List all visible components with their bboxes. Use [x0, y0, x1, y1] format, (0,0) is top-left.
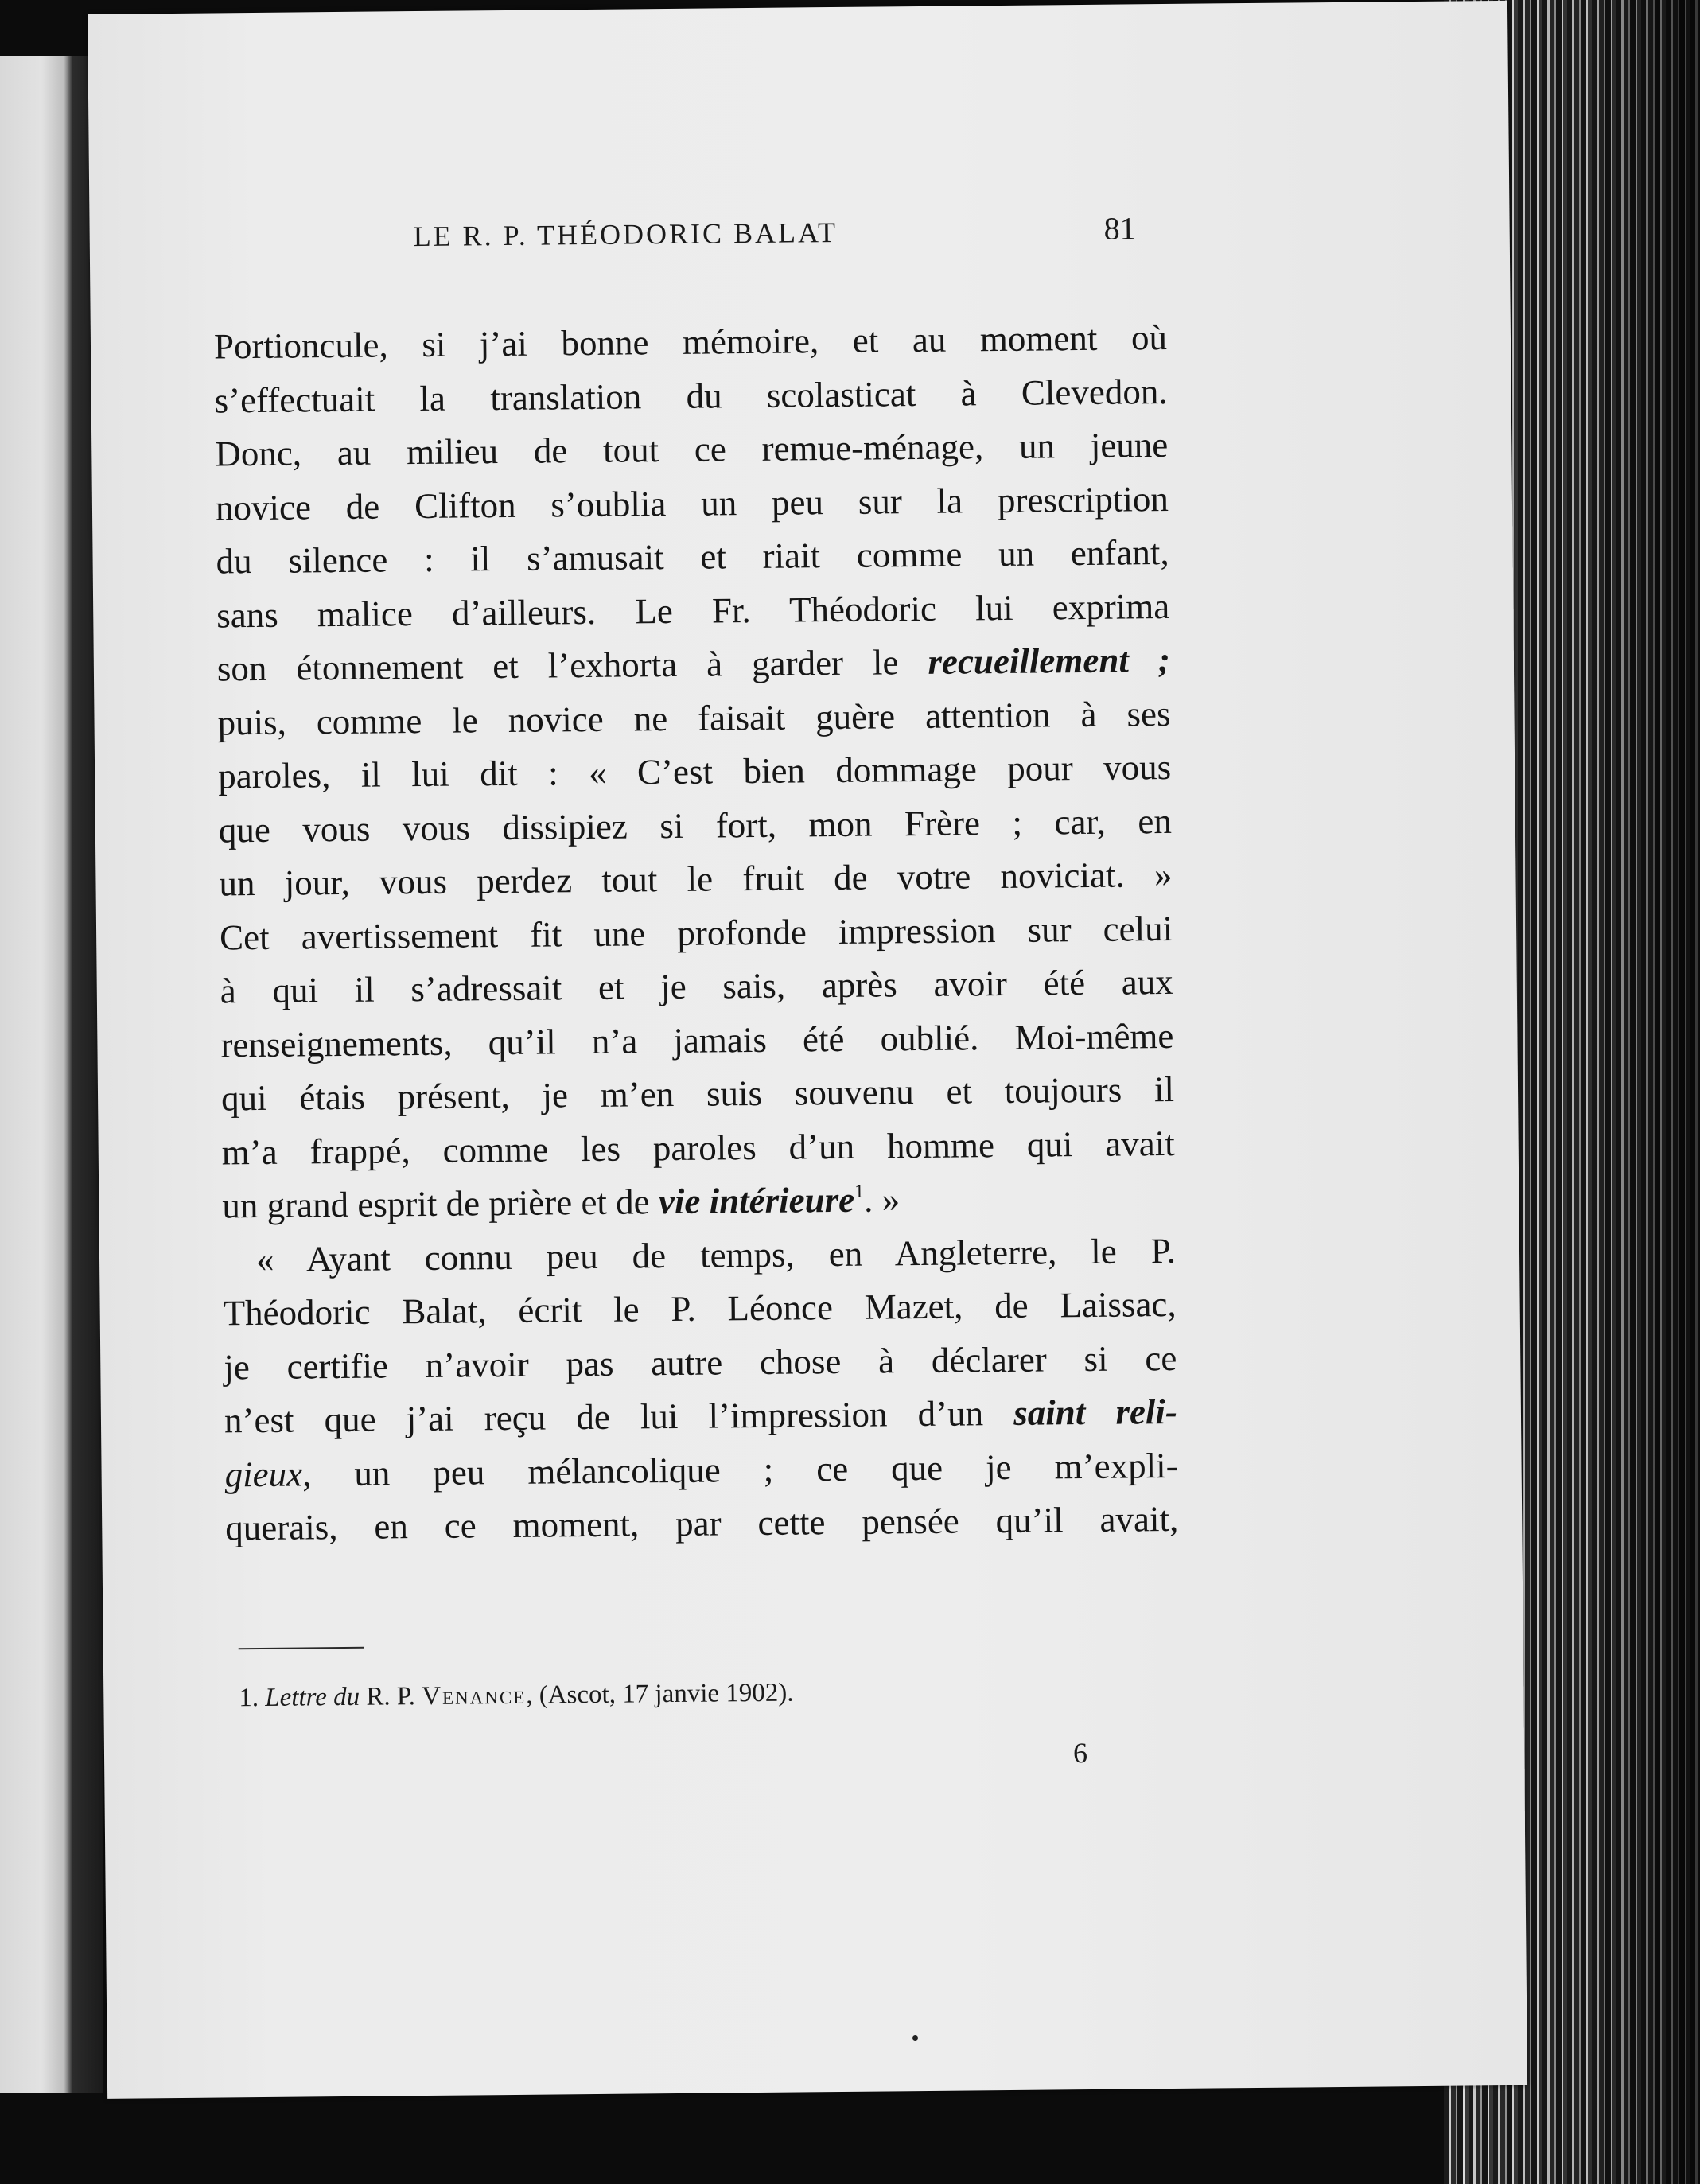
line-text: m’a frappé, comme les paroles d’un homme qui avait [221, 1123, 1175, 1172]
line-text: un jour, vous perdez tout le fruit de votre noviciat. » [219, 854, 1173, 904]
line-text: Cet avertissement fit une profonde impression sur celui [219, 908, 1173, 957]
line-text: son étonnement et l’exhorta à garder le [216, 641, 928, 689]
line-text: à qui il s’adressait et je sais, après avoir été aux [220, 961, 1173, 1011]
line-text: . » [863, 1179, 901, 1220]
line-text: Théodoric Balat, écrit le P. Léonce Mazet, de Laissac, [223, 1283, 1177, 1333]
line-text: , un peu mélancolique ; ce que je m’expli- [301, 1445, 1178, 1493]
text-line [220, 956, 1173, 1018]
emphasized-text: recueillement ; [928, 639, 1171, 682]
footnote-reference: 1 [854, 1181, 865, 1202]
line-text: Portioncule, si j’ai bonne mémoire, et au moment où [213, 317, 1168, 367]
line-text: du silence : il s’amusait et riait comme un enfant, [216, 531, 1169, 582]
footnote-rule [239, 1647, 364, 1650]
line-text: un grand esprit de prière et de [222, 1182, 659, 1226]
text-line [225, 1493, 1179, 1555]
left-page-edge [0, 56, 103, 2093]
text-line [217, 633, 1171, 696]
footnote-details: , (Ascot, 17 janvie 1902). [526, 1678, 794, 1710]
footnote-title: Lettre du [265, 1682, 360, 1712]
text-line [216, 526, 1169, 589]
text-line [223, 1278, 1177, 1341]
line-text: que vous vous dissipiez si fort, mon Frère ; car, en [218, 800, 1173, 850]
text-line [214, 311, 1168, 374]
text-line [220, 901, 1173, 964]
line-text: je certifie n’avoir pas autre chose à déclarer si ce [224, 1337, 1177, 1387]
text-line [215, 419, 1169, 481]
text-line [222, 1170, 1176, 1233]
line-text: qui étais présent, je m’en suis souvenu et toujours il [220, 1069, 1175, 1119]
page-number: 81 [1103, 210, 1136, 247]
text-line [223, 1224, 1177, 1287]
line-text: querais, en ce moment, par cette pensée qu’il avait, [225, 1498, 1179, 1548]
text-line [218, 741, 1172, 804]
signature-mark: 6 [1072, 1737, 1088, 1769]
text-line [219, 794, 1173, 857]
footnote-number: 1. [239, 1684, 259, 1713]
line-text: sans malice d’ailleurs. Le Fr. Théodoric lui exprima [216, 586, 1170, 635]
text-line [219, 848, 1173, 911]
text-line [220, 1009, 1174, 1072]
footnote-author-prefix: R. P. [366, 1682, 416, 1711]
line-text: « Ayant connu peu de temps, en Angleterre, le P. [255, 1230, 1177, 1279]
text-line [221, 1063, 1175, 1126]
speck [912, 2035, 918, 2041]
line-text: s’effectuait la translation du scolasticat à Clevedon. [214, 371, 1168, 420]
text-line [217, 687, 1171, 749]
text-line [221, 1116, 1175, 1179]
italic-text: gieux [224, 1453, 303, 1494]
text-line [216, 579, 1170, 642]
text-line [224, 1438, 1178, 1501]
emphasized-text: saint reli- [1013, 1391, 1178, 1433]
line-text: n’est que j’ai reçu de lui l’impression d’un [224, 1392, 1014, 1441]
text-line [224, 1385, 1178, 1448]
footnote-author: Venance [421, 1680, 527, 1711]
running-head: LE R. P. THÉODORIC BALAT [413, 216, 838, 253]
line-text: puis, comme le novice ne faisait guère attention à ses [217, 693, 1171, 742]
text-line [214, 364, 1168, 427]
footnote [239, 1679, 794, 1714]
emphasized-text: vie intérieure [658, 1179, 855, 1222]
line-text: novice de Clifton s’oublia un peu sur la prescription [215, 478, 1169, 528]
text-line [224, 1331, 1177, 1394]
body-text [214, 311, 1179, 1555]
line-text: renseignements, qu’il n’a jamais été oublié. Moi-même [220, 1015, 1174, 1065]
line-text: Donc, au milieu de tout ce remue-ménage, un jeune [215, 424, 1169, 474]
line-text: paroles, il lui dit : « C’est bien dommage pour vous [217, 746, 1172, 796]
text-line [216, 472, 1169, 535]
book-page [88, 1, 1527, 2099]
